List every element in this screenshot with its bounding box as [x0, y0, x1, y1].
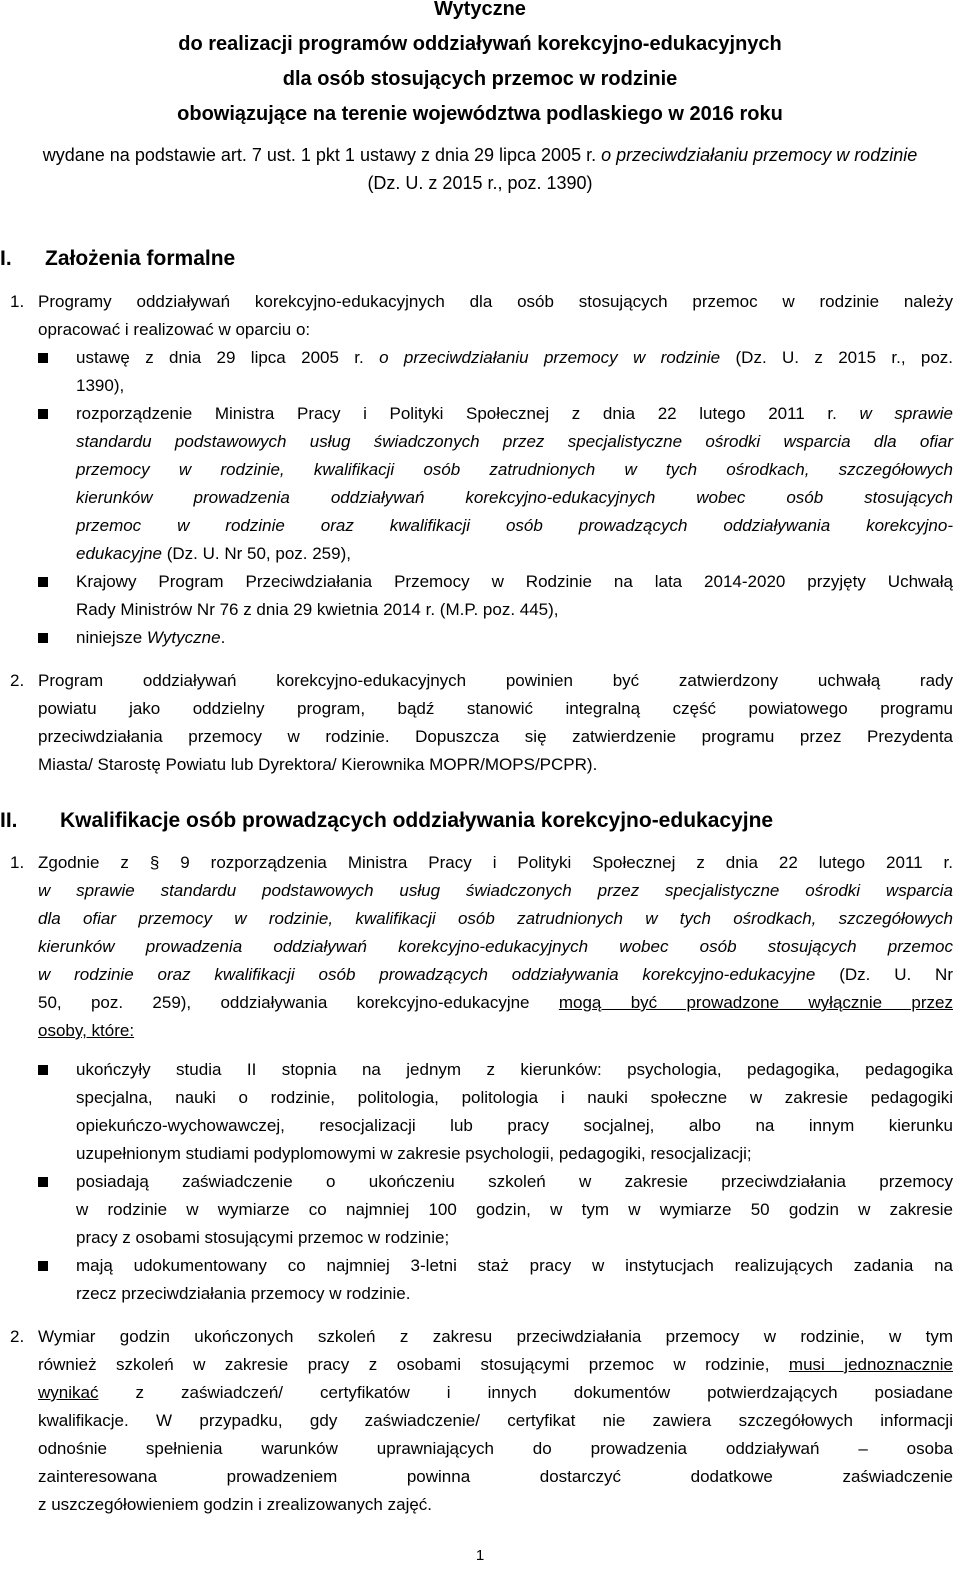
legal-basis-line-1: wydane na podstawie art. 7 ust. 1 pkt 1 ustawy z dnia 29 lipca 2005 r. o przeciwdziałaniu przemocy w rodzinie — [42, 145, 918, 165]
paragraph-line: opracować i realizować w oparciu o: — [38, 320, 311, 339]
list-item-line: rozporządzenie Ministra Pracy i Polityki Społecznej z dnia 22 lutego 2011 r. w sprawie — [76, 404, 953, 423]
item-number: 1. — [10, 853, 25, 872]
paragraph-line: Wymiar godzin ukończonych szkoleń z zakresu przeciwdziałania przemocy w rodzinie, w tym — [38, 1327, 953, 1346]
list-item-line: ustawę z dnia 29 lipca 2005 r. o przeciwdziałaniu przemocy w rodzinie (Dz. U. z 2015 r., poz. — [76, 348, 954, 367]
section-2-number: II. — [0, 809, 18, 832]
document-title-line-4: obowiązujące na terenie województwa podlaskiego w 2016 roku — [177, 103, 783, 125]
list-item-line: rzecz przeciwdziałania przemocy w rodzinie. — [76, 1284, 411, 1303]
bullet-icon — [38, 409, 48, 419]
paragraph-line: kierunków prowadzenia oddziaływań korekcyjno-edukacyjnych wobec osób stosujących przemoc — [38, 937, 953, 956]
paragraph-line: dla ofiar przemocy w rodzinie, kwalifikacji osób zatrudnionych w tych ośrodkach, szczegółowych — [38, 909, 953, 928]
paragraph-line: Miasta/ Starostę Powiatu lub Dyrektora/ Kierownika MOPR/MOPS/PCPR). — [38, 755, 598, 774]
paragraph-line: osoby, które: — [38, 1021, 135, 1040]
section-2-title: Kwalifikacje osób prowadzących oddziaływania korekcyjno-edukacyjne — [60, 809, 774, 832]
bullet-icon — [38, 1065, 48, 1075]
list-item-line: Krajowy Program Przeciwdziałania Przemocy w Rodzinie na lata 2014-2020 przyjęty Uchwałą — [76, 572, 953, 591]
legal-basis-line-2: (Dz. U. z 2015 r., poz. 1390) — [367, 173, 593, 193]
paragraph-line: Zgodnie z § 9 rozporządzenia Ministra Pracy i Polityki Społecznej z dnia 22 lutego 2011 r. — [38, 853, 953, 872]
list-item-line: kierunków prowadzenia oddziaływań korekcyjno-edukacyjnych wobec osób stosujących — [76, 488, 953, 507]
bullet-icon — [38, 633, 48, 643]
document-title-line-3: dla osób stosujących przemoc w rodzinie — [282, 68, 678, 90]
paragraph-line: zainteresowana prowadzeniem powinna dostarczyć dodatkowe zaświadczenie — [38, 1467, 953, 1486]
list-item-line: opiekuńczo-wychowawczej, resocjalizacji lub pracy socjalnej, albo na innym kierunku — [76, 1116, 953, 1135]
item-number: 1. — [10, 292, 25, 311]
document-title-line-2: do realizacji programów oddziaływań korekcyjno-edukacyjnych — [178, 33, 782, 55]
list-item-line: 1390), — [76, 376, 125, 395]
list-item-line: pracy z osobami stosującymi przemoc w rodzinie; — [76, 1228, 450, 1247]
list-item-line: edukacyjne (Dz. U. Nr 50, poz. 259), — [76, 544, 351, 563]
list-item-line: niniejsze Wytyczne. — [76, 628, 226, 647]
list-item-line: Rady Ministrów Nr 76 z dnia 29 kwietnia 2014 r. (M.P. poz. 445), — [76, 600, 559, 619]
section-1-title: Założenia formalne — [45, 247, 236, 270]
list-item-line: specjalna, nauki o rodzinie, politologia, politologia i nauki społeczne w zakresie pedagogiki — [76, 1088, 953, 1107]
paragraph-line: kwalifikacje. W przypadku, gdy zaświadczenie/ certyfikat nie zawiera szczegółowych informacji — [38, 1411, 953, 1430]
item-number: 2. — [10, 671, 25, 690]
paragraph-line: Program oddziaływań korekcyjno-edukacyjnych powinien być zatwierdzony uchwałą rady — [38, 671, 953, 690]
document-title: Wytyczne — [434, 0, 526, 20]
list-item-line: w rodzinie w wymiarze co najmniej 100 godzin, w tym w wymiarze 50 godzin w zakresie — [76, 1200, 953, 1219]
bullet-icon — [38, 1261, 48, 1271]
paragraph-line: przeciwdziałania przemocy w rodzinie. Dopuszcza się zatwierdzenie programu przez Prezydenta — [38, 727, 953, 746]
paragraph-line: w rodzinie oraz kwalifikacji osób prowadzących oddziaływania korekcyjno-edukacyjne (Dz. U. Nr — [38, 965, 953, 984]
list-item-line: przemoc w rodzinie oraz kwalifikacji osób prowadzących oddziaływania korekcyjno- — [76, 516, 953, 535]
paragraph-line: odnośnie spełnienia warunków uprawniających do prowadzenia oddziaływań – osoba — [38, 1439, 953, 1458]
bullet-icon — [38, 353, 48, 363]
item-number: 2. — [10, 1327, 25, 1346]
section-1-number: I. — [0, 247, 12, 270]
bullet-icon — [38, 577, 48, 587]
list-item-line: przemocy w rodzinie, kwalifikacji osób zatrudnionych w tych ośrodkach, szczegółowych — [76, 460, 953, 479]
list-item-line: standardu podstawowych usług świadczonych przez specjalistyczne ośrodki wsparcia dla ofiar — [76, 432, 953, 451]
paragraph-line: wynikać z zaświadczeń/ certyfikatów i innych dokumentów potwierdzających posiadane — [38, 1383, 953, 1402]
paragraph-line: Programy oddziaływań korekcyjno-edukacyjnych dla osób stosujących przemoc w rodzinie należy — [38, 292, 953, 311]
page-number: 1 — [475, 1547, 485, 1564]
paragraph-line: w sprawie standardu podstawowych usług świadczonych przez specjalistyczne ośrodki wsparcia — [38, 881, 953, 900]
paragraph-line: z uszczegółowieniem godzin i zrealizowanych zajęć. — [38, 1495, 433, 1514]
bullet-icon — [38, 1177, 48, 1187]
list-item-line: mają udokumentowany co najmniej 3-letni staż pracy w instytucjach realizujących zadania na — [76, 1256, 953, 1275]
paragraph-line: powiatu jako oddzielny program, bądź stanowić integralną część powiatowego programu — [38, 699, 953, 718]
paragraph-line: również szkoleń w zakresie pracy z osobami stosującymi przemoc w rodzinie, musi jednoznacznie — [38, 1355, 953, 1374]
list-item-line: uzupełnionym studiami podyplomowymi w zakresie psychologii, pedagogiki, resocjalizacji; — [76, 1144, 752, 1163]
list-item-line: posiadają zaświadczenie o ukończeniu szkoleń w zakresie przeciwdziałania przemocy — [76, 1172, 953, 1191]
paragraph-line: 50, poz. 259), oddziaływania korekcyjno-edukacyjne mogą być prowadzone wyłącznie przez — [38, 993, 953, 1012]
list-item-line: ukończyły studia II stopnia na jednym z kierunków: psychologia, pedagogika, pedagogika — [76, 1060, 953, 1079]
